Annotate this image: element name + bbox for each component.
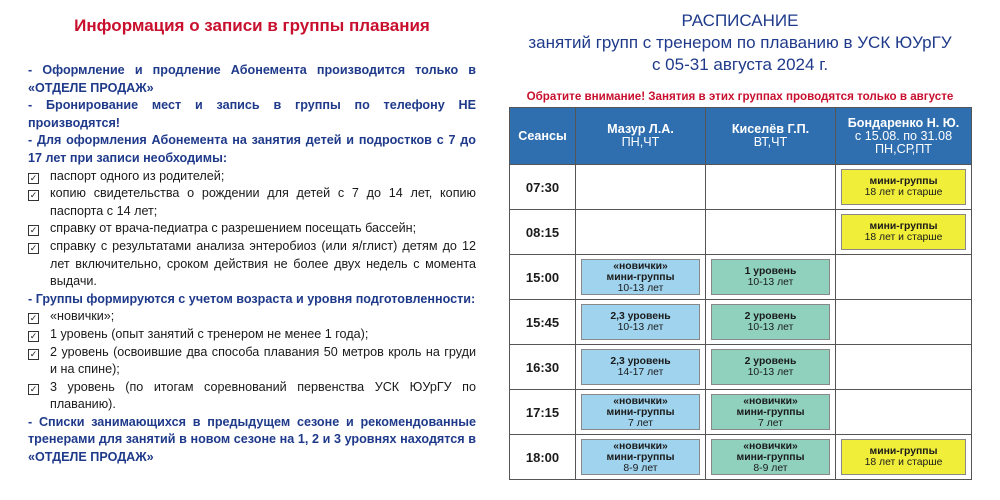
group-text: «новички»: [613, 440, 668, 452]
checkbox-icon: ✓: [29, 190, 38, 201]
schedule-subtitle: занятий групп с тренером по плаванию в УСК ЮУрГУ: [528, 33, 952, 52]
group-block: [711, 394, 830, 430]
group-text: 2 уровень: [744, 311, 797, 322]
group-text: 2,3 уровень: [610, 311, 671, 322]
info-paragraph-groups: - Группы формируются с учетом возраста и уровня подготовленности:: [28, 291, 476, 306]
group-text: 18 лет и старше: [864, 187, 943, 198]
checkbox-icon: ✓: [29, 330, 38, 341]
checkbox-icon: ✓: [29, 313, 38, 324]
doc-item: ✓ справку с результатами анализа энтеробиоз (или я/глист) детям до 12 лет включительно, сроком действия не более двух недель с момента выдачи.: [29, 238, 476, 289]
schedule-cell: [706, 390, 836, 435]
session-time: 15:00: [510, 255, 576, 300]
table-row: [510, 210, 972, 255]
group-text: 10-13 лет: [617, 282, 664, 294]
group-text: мини-группы: [606, 271, 675, 283]
schedule-cell: [836, 390, 972, 435]
level-item: ✓ 3 уровень (по итогам соревнований первенства УСК ЮУрГУ по плаванию).: [29, 379, 476, 412]
session-time: 18:00: [510, 435, 576, 480]
group-text: мини-группы: [606, 406, 675, 418]
group-block: [581, 304, 700, 340]
group-text: «новички»: [743, 395, 798, 407]
info-title: Информация о записи в группы плавания: [74, 16, 430, 35]
group-block: [711, 304, 830, 340]
group-block: [581, 349, 700, 385]
header-sessions: Сеансы: [510, 108, 576, 165]
level-item: ✓ 2 уровень (освоившие два способа плавания 50 метров кроль на груди и на спине);: [29, 344, 476, 377]
session-time: 07:30: [510, 165, 576, 210]
schedule-cell: [836, 165, 972, 210]
header-coach-bondarenko: Бондаренко Н. Ю. с 15.08. по 31.08 ПН,СР,ПТ: [836, 108, 972, 165]
schedule-cell: [836, 300, 972, 345]
group-text: 10-13 лет: [747, 322, 794, 333]
group-text: 1 уровень: [744, 266, 797, 277]
schedule-cell: [836, 210, 972, 255]
group-text: 8-9 лет: [753, 462, 788, 474]
table-header-row: [510, 108, 972, 165]
table-row: [510, 255, 972, 300]
group-text: 7 лет: [628, 417, 653, 429]
schedule-cell: [576, 210, 706, 255]
group-text: мини-группы: [869, 176, 938, 187]
group-block: [581, 439, 700, 475]
info-paragraph-sales: - Оформление и продление Абонемента производится только в «ОТДЕЛЕ ПРОДАЖ»: [28, 63, 476, 95]
header-coach-mazur: Мазур Л.А. ПН,ЧТ: [576, 108, 706, 165]
schedule-cell: [836, 255, 972, 300]
schedule-cell: [576, 300, 706, 345]
group-text: мини-группы: [606, 451, 675, 463]
checkbox-icon: ✓: [29, 172, 38, 183]
group-block: [711, 349, 830, 385]
session-time: 16:30: [510, 345, 576, 390]
info-paragraph-phone: - Бронирование мест и запись в группы по телефону НЕ производятся!: [28, 98, 476, 130]
schedule-cell: [576, 390, 706, 435]
info-panel: [28, 10, 476, 498]
table-row: [510, 300, 972, 345]
group-text: «новички»: [613, 395, 668, 407]
group-text: 2,3 уровень: [610, 356, 671, 367]
group-block: [841, 214, 966, 250]
schedule-cell: [836, 435, 972, 480]
group-text: мини-группы: [869, 446, 938, 457]
schedule-table: [509, 107, 972, 480]
group-text: 14-17 лет: [617, 367, 664, 378]
group-block: [841, 439, 966, 475]
schedule-cell: [706, 435, 836, 480]
group-text: мини-группы: [869, 221, 938, 232]
level-item: ✓ «новички»;: [29, 309, 115, 324]
schedule-cell: [576, 255, 706, 300]
doc-item: ✓ паспорт одного из родителей;: [29, 168, 225, 183]
info-paragraph-documents: - Для оформления Абонемента на занятия детей и подростков с 7 до 17 лет при записи необходимы:: [28, 133, 476, 165]
table-row: [510, 435, 972, 480]
schedule-cell: [706, 345, 836, 390]
schedule-cell: [836, 345, 972, 390]
schedule-cell: [576, 165, 706, 210]
level-item: ✓ 1 уровень (опыт занятий с тренером не менее 1 года);: [29, 326, 369, 341]
schedule-notice: Обратите внимание! Занятия в этих группах проводятся только в августе: [526, 90, 954, 103]
schedule-cell: [706, 210, 836, 255]
group-text: 2 уровень: [744, 356, 797, 367]
info-paragraph-lists: - Списки занимающихся в предыдущем сезоне и рекомендованные тренерами для занятий в новом сезоне на 1, 2 и 3 уровнях находятся в «ОТДЕЛЕ ПРОДАЖ»: [28, 414, 476, 465]
session-time: 08:15: [510, 210, 576, 255]
group-text: 8-9 лет: [623, 462, 658, 474]
schedule-title: РАСПИСАНИЕ: [681, 11, 799, 30]
group-text: 18 лет и старше: [864, 232, 943, 243]
schedule-cell: [576, 435, 706, 480]
group-text: 18 лет и старше: [864, 457, 943, 468]
group-text: 7 лет: [758, 417, 783, 429]
group-block: [711, 259, 830, 295]
table-row: [510, 165, 972, 210]
session-time: 15:45: [510, 300, 576, 345]
checkbox-icon: ✓: [29, 242, 38, 253]
session-time: 17:15: [510, 390, 576, 435]
schedule-dates: с 05-31 августа 2024 г.: [651, 55, 829, 74]
doc-item: ✓ копию свидетельства о рождении для детей с 7 до 14 лет, копию паспорта с 14 лет;: [29, 186, 476, 218]
checkbox-icon: ✓: [29, 348, 38, 359]
schedule-cell: [706, 255, 836, 300]
group-text: «новички»: [613, 260, 668, 272]
group-block: [711, 439, 830, 475]
table-row: [510, 390, 972, 435]
group-text: мини-группы: [736, 406, 805, 418]
group-text: 10-13 лет: [747, 367, 794, 378]
checkbox-icon: ✓: [29, 225, 38, 236]
group-block: [581, 259, 700, 295]
header-coach-kiselev: Киселёв Г.П. ВТ,ЧТ: [706, 108, 836, 165]
group-text: 10-13 лет: [617, 322, 664, 333]
schedule-cell: [706, 300, 836, 345]
schedule-cell: [576, 345, 706, 390]
checkbox-icon: ✓: [29, 383, 38, 394]
schedule-panel: [505, 10, 975, 480]
group-text: 10-13 лет: [747, 277, 794, 288]
table-row: [510, 345, 972, 390]
group-block: [841, 169, 966, 205]
group-text: «новички»: [743, 440, 798, 452]
group-block: [581, 394, 700, 430]
group-text: мини-группы: [736, 451, 805, 463]
schedule-cell: [706, 165, 836, 210]
doc-item: ✓ справку от врача-педиатра с разрешением посещать бассейн;: [29, 221, 417, 236]
